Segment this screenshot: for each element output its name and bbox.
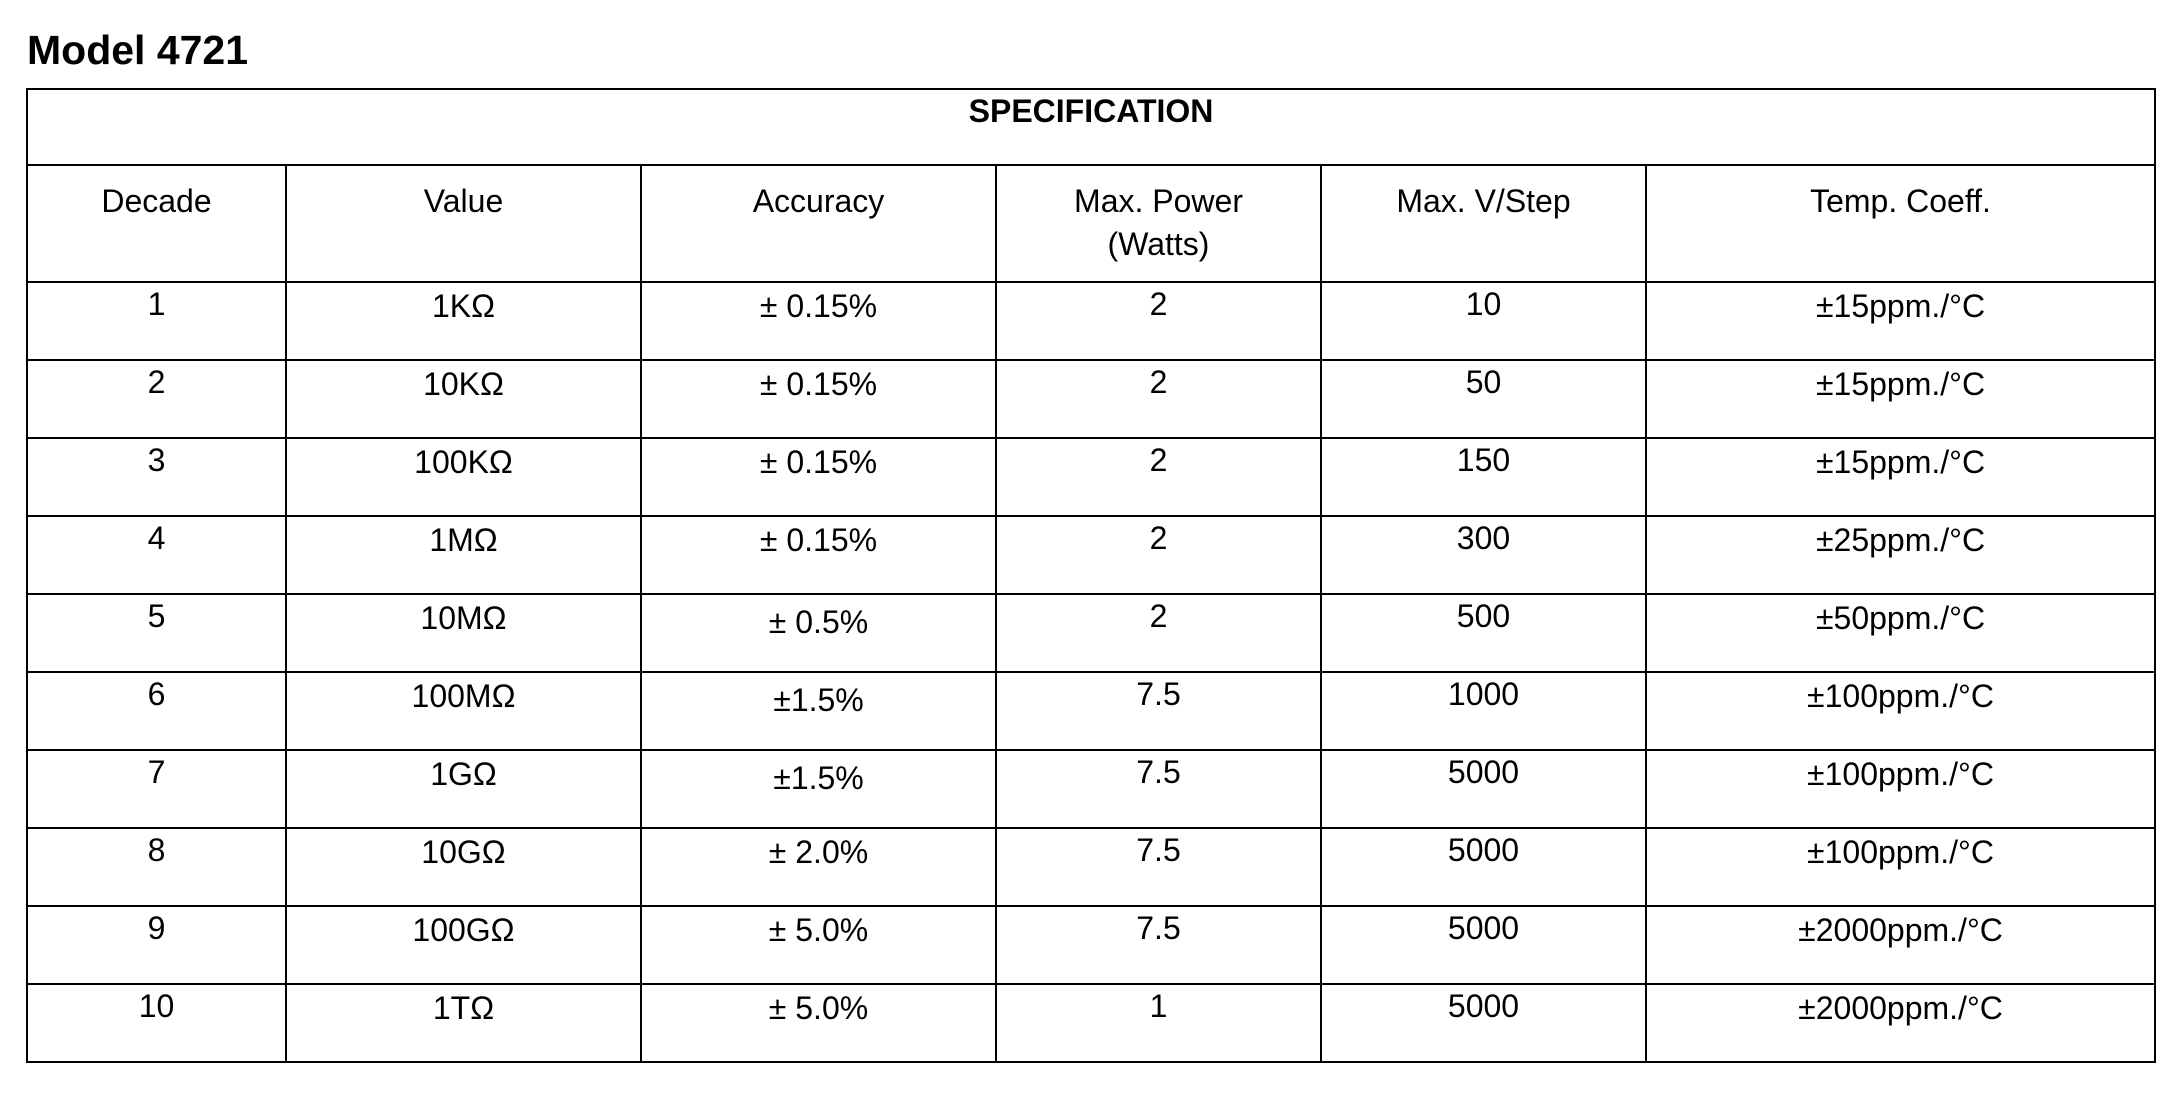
accuracy-text: ± 0.15% xyxy=(759,366,878,402)
value-text: 10GΩ xyxy=(421,834,506,870)
value-text: 1TΩ xyxy=(432,990,495,1026)
value-cell xyxy=(286,594,641,672)
accuracy-text: ± 0.15% xyxy=(759,288,878,324)
accuracy-cell xyxy=(641,516,996,594)
accuracy-text: ± 5.0% xyxy=(768,990,869,1026)
column-header-max-v-step: Max. V/Step xyxy=(1321,165,1646,282)
decade-cell: 1 xyxy=(27,282,286,360)
value-cell xyxy=(286,984,641,1062)
table-row xyxy=(27,750,2155,828)
value-text: 1KΩ xyxy=(431,288,496,324)
decade-cell: 9 xyxy=(27,906,286,984)
max-power-cell: 7.5 xyxy=(996,672,1321,750)
table-row xyxy=(27,984,2155,1062)
temp-coeff-cell xyxy=(1646,282,2155,360)
accuracy-text: ±1.5% xyxy=(773,760,864,796)
column-header-decade: Decade xyxy=(27,165,286,282)
temp-coeff-cell xyxy=(1646,672,2155,750)
value-text: 100MΩ xyxy=(411,678,516,714)
max-power-cell: 2 xyxy=(996,594,1321,672)
table-row xyxy=(27,828,2155,906)
max-power-header-line-1: Max. Power xyxy=(1074,183,1243,219)
column-header-accuracy: Accuracy xyxy=(641,165,996,282)
temp-coeff-cell xyxy=(1646,516,2155,594)
temp-coeff-text: ±50ppm./°C xyxy=(1815,600,1986,636)
temp-coeff-text: ±25ppm./°C xyxy=(1815,522,1986,558)
accuracy-cell xyxy=(641,906,996,984)
value-text: 100KΩ xyxy=(414,444,513,480)
max-power-cell: 2 xyxy=(996,516,1321,594)
max-v-step-cell: 5000 xyxy=(1321,828,1646,906)
accuracy-cell xyxy=(641,828,996,906)
decade-cell: 8 xyxy=(27,828,286,906)
max-v-step-cell: 5000 xyxy=(1321,984,1646,1062)
value-text: 1GΩ xyxy=(430,756,497,792)
max-power-cell: 1 xyxy=(996,984,1321,1062)
table-row xyxy=(27,906,2155,984)
column-header-temp-coeff: Temp. Coeff. xyxy=(1646,165,2155,282)
decade-cell: 5 xyxy=(27,594,286,672)
temp-coeff-cell xyxy=(1646,594,2155,672)
decade-cell: 7 xyxy=(27,750,286,828)
table-row xyxy=(27,438,2155,516)
temp-coeff-text: ±2000ppm./°C xyxy=(1798,990,2003,1026)
accuracy-cell xyxy=(641,360,996,438)
max-power-cell: 2 xyxy=(996,360,1321,438)
accuracy-text: ±1.5% xyxy=(773,682,864,718)
decade-cell: 4 xyxy=(27,516,286,594)
temp-coeff-cell xyxy=(1646,750,2155,828)
accuracy-text: ± 0.15% xyxy=(759,444,878,480)
table-row xyxy=(27,282,2155,360)
max-v-step-cell: 300 xyxy=(1321,516,1646,594)
value-cell xyxy=(286,828,641,906)
decade-cell: 6 xyxy=(27,672,286,750)
decade-cell: 2 xyxy=(27,360,286,438)
value-cell xyxy=(286,750,641,828)
value-text: 1MΩ xyxy=(429,522,498,558)
column-header-max-power xyxy=(996,165,1321,282)
table-header-row xyxy=(27,165,2155,282)
temp-coeff-text: ±100ppm./°C xyxy=(1807,834,1994,870)
max-power-header-line-2: (Watts) xyxy=(1107,226,1210,262)
max-power-cell: 2 xyxy=(996,282,1321,360)
decade-cell: 10 xyxy=(27,984,286,1062)
temp-coeff-text: ±15ppm./°C xyxy=(1815,366,1986,402)
temp-coeff-cell xyxy=(1646,360,2155,438)
table-title-row xyxy=(27,89,2155,165)
table-row xyxy=(27,594,2155,672)
accuracy-cell xyxy=(641,672,996,750)
table-caption: SPECIFICATION xyxy=(27,89,2155,165)
value-text: 100GΩ xyxy=(412,912,515,948)
value-cell xyxy=(286,360,641,438)
temp-coeff-text: ±2000ppm./°C xyxy=(1798,912,2003,948)
accuracy-cell xyxy=(641,282,996,360)
value-cell xyxy=(286,516,641,594)
temp-coeff-text: ±15ppm./°C xyxy=(1815,444,1986,480)
max-power-cell: 7.5 xyxy=(996,828,1321,906)
temp-coeff-text: ±100ppm./°C xyxy=(1807,678,1994,714)
accuracy-text: ± 2.0% xyxy=(768,834,869,870)
max-v-step-cell: 5000 xyxy=(1321,750,1646,828)
max-power-cell: 7.5 xyxy=(996,750,1321,828)
temp-coeff-cell xyxy=(1646,906,2155,984)
accuracy-text: ± 0.5% xyxy=(768,604,869,640)
page-title: Model 4721 xyxy=(27,27,249,73)
max-v-step-cell: 500 xyxy=(1321,594,1646,672)
value-cell xyxy=(286,906,641,984)
max-v-step-cell: 1000 xyxy=(1321,672,1646,750)
max-v-step-cell: 150 xyxy=(1321,438,1646,516)
accuracy-text: ± 0.15% xyxy=(759,522,878,558)
table-row xyxy=(27,516,2155,594)
column-header-value: Value xyxy=(286,165,641,282)
table-row xyxy=(27,360,2155,438)
temp-coeff-text: ±100ppm./°C xyxy=(1807,756,1994,792)
table-row xyxy=(27,672,2155,750)
specification-table xyxy=(26,88,2156,1063)
decade-cell: 3 xyxy=(27,438,286,516)
accuracy-cell xyxy=(641,750,996,828)
accuracy-cell xyxy=(641,594,996,672)
max-v-step-cell: 50 xyxy=(1321,360,1646,438)
max-v-step-cell: 10 xyxy=(1321,282,1646,360)
value-cell xyxy=(286,672,641,750)
value-text: 10MΩ xyxy=(420,600,507,636)
value-cell xyxy=(286,282,641,360)
value-cell xyxy=(286,438,641,516)
max-power-cell: 2 xyxy=(996,438,1321,516)
temp-coeff-cell xyxy=(1646,984,2155,1062)
max-power-cell: 7.5 xyxy=(996,906,1321,984)
accuracy-cell xyxy=(641,984,996,1062)
temp-coeff-cell xyxy=(1646,438,2155,516)
value-text: 10KΩ xyxy=(423,366,504,402)
accuracy-cell xyxy=(641,438,996,516)
temp-coeff-text: ±15ppm./°C xyxy=(1815,288,1986,324)
accuracy-text: ± 5.0% xyxy=(768,912,869,948)
temp-coeff-cell xyxy=(1646,828,2155,906)
max-v-step-cell: 5000 xyxy=(1321,906,1646,984)
